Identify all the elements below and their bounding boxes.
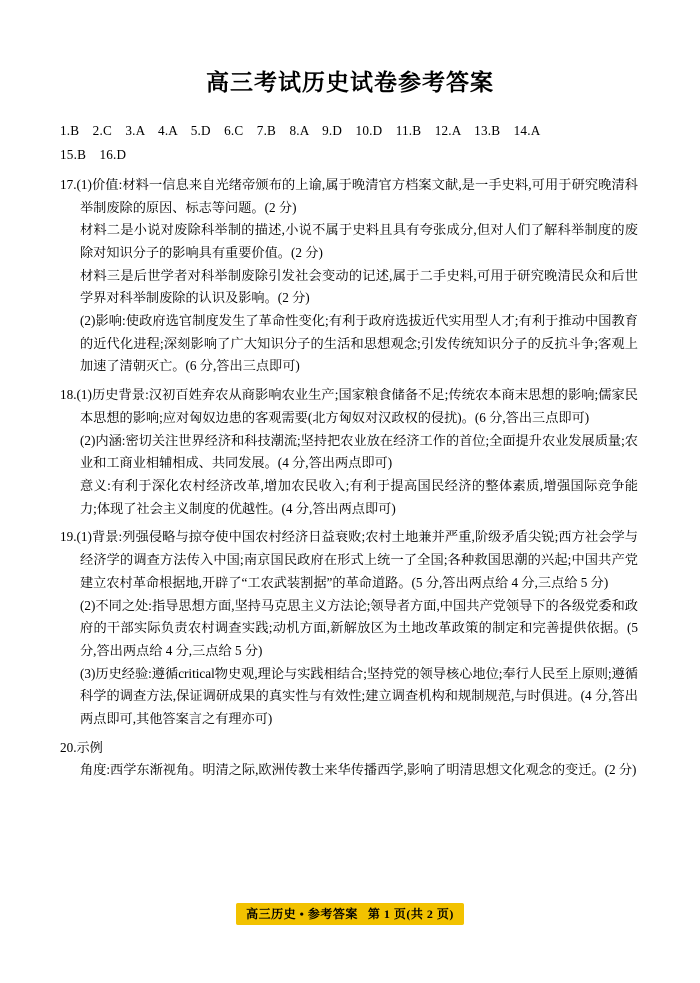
footer-badge: [236, 903, 464, 925]
objective-answers-line-2: 15.B 16.D: [60, 147, 127, 163]
question-block-18: [60, 384, 638, 520]
question-19-number: 19.: [60, 529, 77, 545]
answer-content: [60, 119, 638, 782]
question-19-text-1: (1)背景:列强侵略与掠夺使中国农村经济日益衰败;农村土地兼并严重,阶级矛盾尖锐;西方社会学与经济学的调查方法传入中国;南京国民政府在形式上统一了全国;各种救国思潮的兴起;中国共产党建立农村革命根据地,开辟了“工农武装割据”的革命道路。(5 分,答出两点给 4 分,三点给 5 分): [76, 529, 638, 590]
objective-answers-line-1: 1.B 2.C 3.A 4.A 5.D 6.C 7.B 8.A 9.D 10.D 11.B 12.A 13.B 14.A: [60, 123, 541, 138]
question-18-number: 18.: [60, 387, 77, 403]
question-17-para-4: (2)影响:使政府选官制度发生了革命性变化;有利于政府选拔近代实用型人才;有利于推动中国教育的近代化进程;深刻影响了广大知识分子的生活和思想观念;引发传统知识分子的反抗斗争;客观上加速了清朝灭亡。(6 分,答出三点即可): [80, 313, 638, 374]
question-18-para-1: [60, 384, 638, 429]
question-block-20: [60, 737, 638, 782]
question-17-para-1: [60, 174, 638, 219]
question-17-para-3: 材料三是后世学者对科举制废除引发社会变动的记述,属于二手史料,可用于研究晚清民众和后世学界对科举制废除的认识及影响。(2 分): [80, 267, 638, 306]
question-17-text-1: (1)价值:材料一信息来自光绪帝颁布的上谕,属于晚清官方档案文献,是一手史料,可用于研究晚清科举制废除的原因、标志等问题。(2 分): [76, 176, 638, 215]
question-20-para-1: 角度:西学东渐视角。明清之际,欧洲传教士来华传播西学,影响了明清思想文化观念的变迁。(2 分): [80, 762, 637, 778]
question-19-para-3: (3)历史经验:遵循critical物史观,理论与实践相结合;坚持党的领导核心地位;奉行人民至上原则;遵循科学的调查方法,保证调研成果的真实性与有效性;建立调查机构和规制规范,与时俱进。(4 分,答出两点即可,其他答案言之有理亦可): [80, 665, 638, 727]
question-18-para-2: (2)内涵:密切关注世界经济和科技潮流;坚持把农业放在经济工作的首位;全面提升农业发展质量;农业和工商业相辅相成、共同发展。(4 分,答出两点即可): [80, 432, 638, 471]
question-17-para-2: 材料二是小说对废除科举制的描述,小说不属于史料且具有夸张成分,但对人们了解科举制度的废除对知识分子的影响具有重要价值。(2 分): [80, 222, 638, 260]
page-footer: [0, 903, 700, 925]
page-title: 高三考试历史试卷参考答案: [206, 70, 494, 95]
question-20-number: 20.: [60, 739, 77, 755]
footer-subject: 高三历史 • 参考答案: [246, 907, 358, 921]
question-20-head-label: 示例: [76, 739, 103, 755]
question-17-number: 17.: [60, 176, 77, 192]
question-block-19: [60, 526, 638, 730]
question-block-17: [60, 174, 638, 378]
question-18-text-1: (1)历史背景:汉初百姓弃农从商影响农业生产;国家粮食储备不足;传统农本商末思想的影响;儒家民本思想的影响;应对匈奴边患的客观需要(北方匈奴对汉政权的侵扰)。(6 分,答出三点即可): [76, 387, 638, 425]
question-19-para-2: (2)不同之处:指导思想方面,坚持马克思主义方法论;领导者方面,中国共产党领导下的各级党委和政府的干部实际负责农村调查实践;动机方面,新解放区为土地改革政策的制定和完善提供依据。(5 分,答出两点给 4 分,三点给 5 分): [80, 597, 638, 658]
question-20-head: [60, 737, 638, 760]
footer-page-number: 第 1 页(共 2 页): [367, 907, 454, 921]
question-19-para-1: [60, 526, 638, 594]
question-18-para-3: 意义:有利于深化农村经济改革,增加农民收入;有利于提高国民经济的整体素质,增强国际竞争能力;体现了社会主义制度的优越性。(4 分,答出两点即可): [80, 477, 638, 516]
